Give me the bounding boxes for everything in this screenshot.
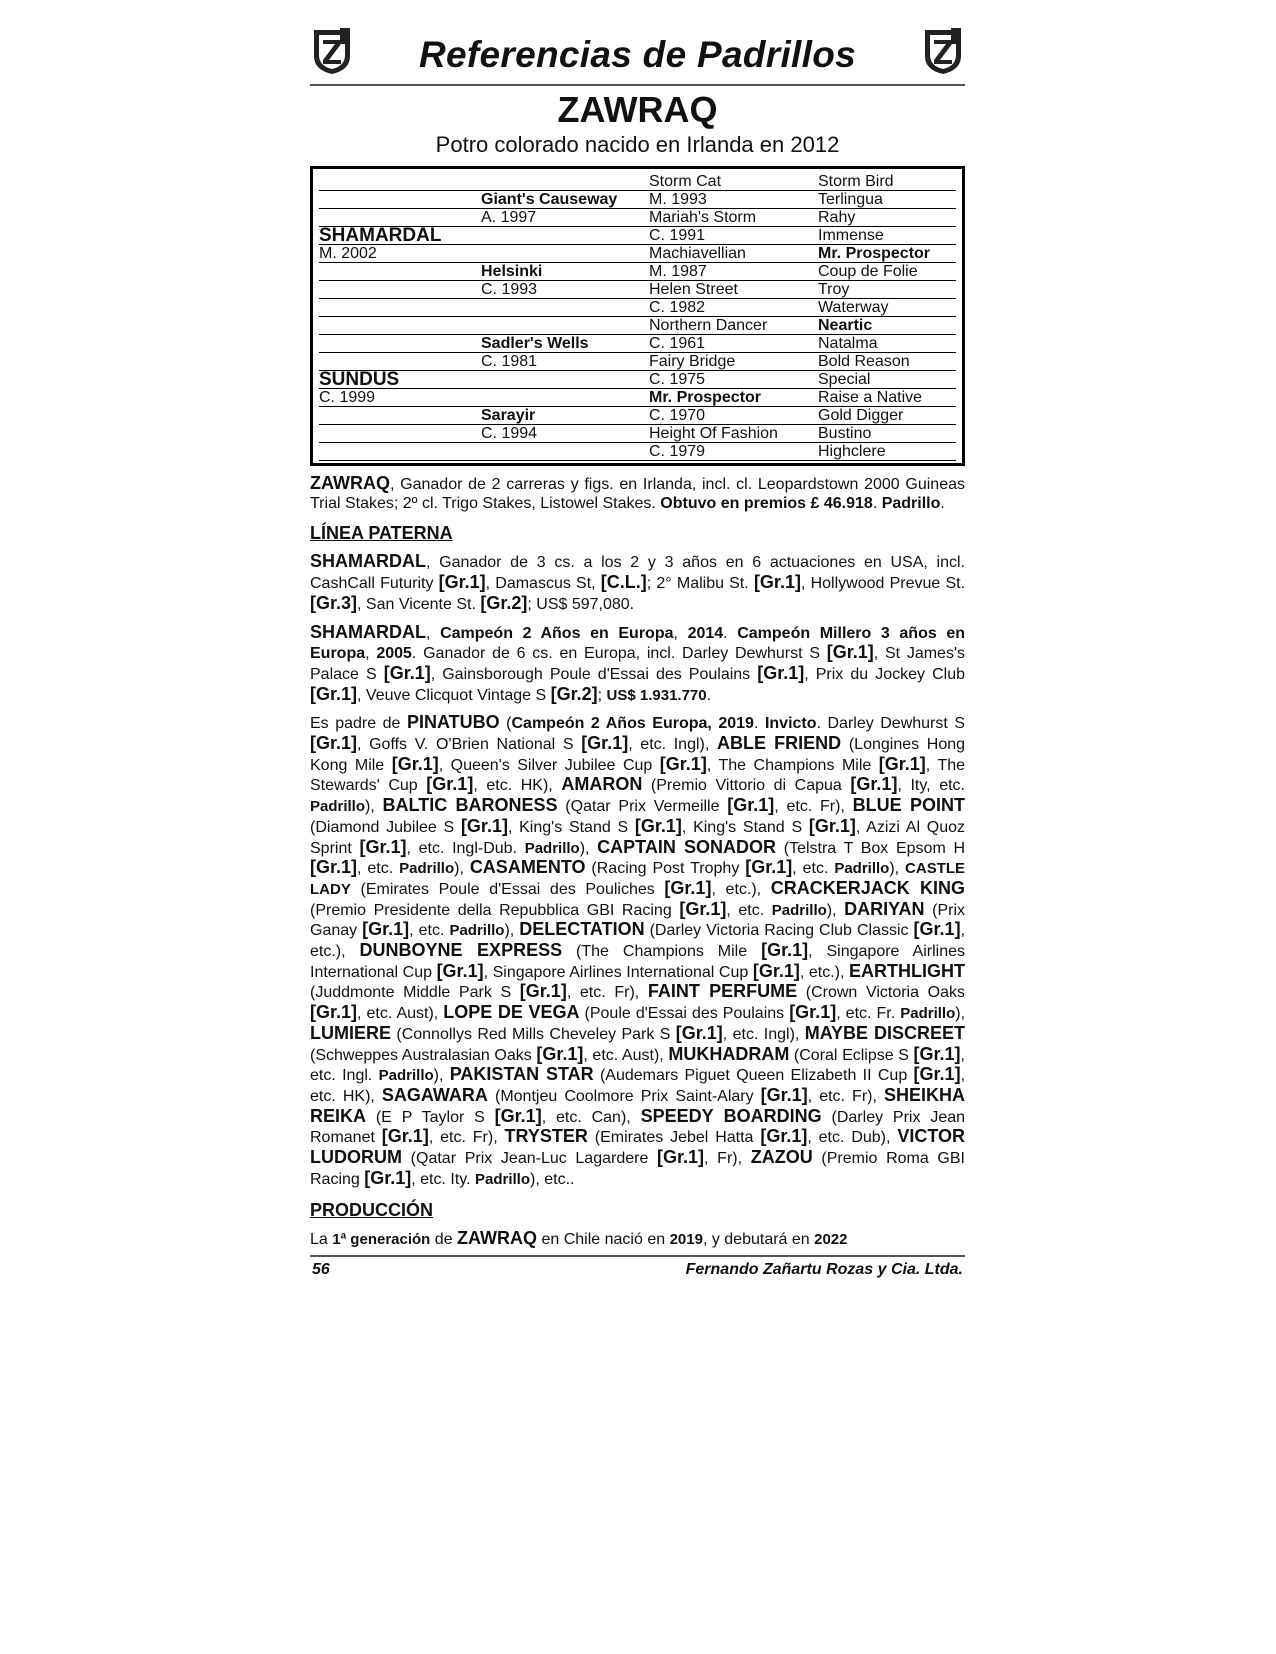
pedigree-cell: C. 1961 — [649, 335, 818, 353]
pedigree-row — [319, 227, 956, 245]
pedigree-cell: Helen Street — [649, 281, 818, 299]
pedigree-cell — [319, 407, 481, 425]
pedigree-cell: Waterway — [818, 299, 956, 317]
pedigree-box — [310, 166, 965, 466]
pedigree-cell: SHAMARDAL — [319, 227, 481, 245]
pedigree-row — [319, 407, 956, 425]
pedigree-row — [319, 335, 956, 353]
pedigree-cell: Storm Bird — [818, 173, 956, 191]
pedigree-cell — [319, 425, 481, 443]
pedigree-cell: Giant's Causeway — [481, 191, 649, 209]
pedigree-cell: Raise a Native — [818, 389, 956, 407]
pedigree-row — [319, 245, 956, 263]
pedigree-cell — [319, 299, 481, 317]
pedigree-row — [319, 389, 956, 407]
pedigree-cell — [481, 389, 649, 407]
pedigree-cell: Coup de Folie — [818, 263, 956, 281]
pedigree-row — [319, 191, 956, 209]
pedigree-cell: C. 1981 — [481, 353, 649, 371]
pedigree-cell: Rahy — [818, 209, 956, 227]
progeny-paragraph: Es padre de PINATUBO (Campeón 2 Años Europa, 2019. Invicto. Darley Dewhurst S [Gr.1], Goffs V. O'Brien National S [Gr.1], etc. Ingl), ABLE FRIEND (Longines Hong Kong Mile [Gr.1], Queen's Silver Jubilee Cup [Gr.1], The Champions Mile [Gr.1], The Stewards' Cup [Gr.1], etc. HK), AMARON (Premio Vittorio di Capua [Gr.1], Ity, etc. Padrillo), BALTIC BARONESS (Qatar Prix Vermeille [Gr.1], etc. Fr), BLUE POINT (Diamond Jubilee S [Gr.1], King's Stand S [Gr.1], King's Stand S [Gr.1], Azizi Al Quoz Sprint [Gr.1], etc. Ingl-Dub. Padrillo), CAPTAIN SONADOR (Telstra T Box Epsom H [Gr.1], etc. Padrillo), CASAMENTO (Racing Post Trophy [Gr.1], etc. Padrillo), CASTLE LADY (Emirates Poule d'Essai des Pouliches [Gr.1], etc.), CRACKERJACK KING (Premio Presidente della Repubblica GBI Racing [Gr.1], etc. Padrillo), DARIYAN (Prix Ganay [Gr.1], etc. Padrillo), DELECTATION (Darley Victoria Racing Club Classic [Gr.1], etc.), DUNBOYNE EXPRESS (The Champions Mile [Gr.1], Singapore Airlines International Cup [Gr.1], Singapore Airlines International Cup [Gr.1], etc.), EARTHLIGHT (Juddmonte Middle Park S [Gr.1], etc. Fr), FAINT PERFUME (Crown Victoria Oaks [Gr.1], etc. Aust), LOPE DE VEGA (Poule d'Essai des Poulains [Gr.1], etc. Fr. Padrillo), LUMIERE (Connollys Red Mills Cheveley Park S [Gr.1], etc. Ingl), MAYBE DISCREET (Schweppes Australasian Oaks [Gr.1], etc. Aust), MUKHADRAM (Coral Eclipse S [Gr.1], etc. Ingl. Padrillo), PAKISTAN STAR (Audemars Piguet Queen Elizabeth II Cup [Gr.1], etc. HK), SAGAWARA (Montjeu Coolmore Prix Saint-Alary [Gr.1], etc. Fr), SHEIKHA REIKA (E P Taylor S [Gr.1], etc. Can), SPEEDY BOARDING (Darley Prix Jean Romanet [Gr.1], etc. Fr), TRYSTER (Emirates Jebel Hatta [Gr.1], etc. Dub), VICTOR LUDORUM (Qatar Prix Jean-Luc Lagardere [Gr.1], Fr), ZAZOU (Premio Roma GBI Racing [Gr.1], etc. Ity. Padrillo), etc.. — [310, 712, 966, 1188]
pedigree-row — [319, 425, 956, 443]
pedigree-cell: Special — [818, 371, 956, 389]
pedigree-cell — [319, 335, 481, 353]
pedigree-cell: Bold Reason — [818, 353, 956, 371]
page-header — [310, 20, 965, 82]
pedigree-cell: A. 1997 — [481, 209, 649, 227]
page-number: 56 — [312, 1261, 330, 1279]
document-page — [310, 20, 965, 1283]
pedigree-cell: C. 1970 — [649, 407, 818, 425]
pedigree-row — [319, 299, 956, 317]
company-name: Fernando Zañartu Rozas y Cia. Ltda. — [685, 1261, 963, 1279]
pedigree-cell: C. 1979 — [649, 443, 818, 461]
race-record-paragraph: ZAWRAQ, Ganador de 2 carreras y figs. en Irlanda, incl. cl. Leopardstown 2000 Guineas Trial Stakes; 2º cl. Trigo Stakes, Listowel Stakes. Obtuvo en premios £ 46.918. Padrillo. — [310, 473, 965, 512]
pedigree-cell: Neartic — [818, 317, 956, 335]
pedigree-cell: Storm Cat — [649, 173, 818, 191]
pedigree-cell: Mariah's Storm — [649, 209, 818, 227]
pedigree-cell — [319, 353, 481, 371]
pedigree-cell — [481, 227, 649, 245]
pedigree-cell — [319, 209, 481, 227]
pedigree-cell: Fairy Bridge — [649, 353, 818, 371]
pedigree-cell: C. 1991 — [649, 227, 818, 245]
pedigree-cell: SUNDUS — [319, 371, 481, 389]
pedigree-cell: Gold Digger — [818, 407, 956, 425]
pedigree-cell: C. 1982 — [649, 299, 818, 317]
brand-logo-icon — [921, 26, 965, 76]
pedigree-cell: Natalma — [818, 335, 956, 353]
footer-divider — [310, 1255, 965, 1257]
page-title: Referencias de Padrillos — [419, 34, 856, 75]
pedigree-cell: Mr. Prospector — [818, 245, 956, 263]
pedigree-cell: Height Of Fashion — [649, 425, 818, 443]
pedigree-cell — [319, 173, 481, 191]
pedigree-cell: M. 1993 — [649, 191, 818, 209]
pedigree-row — [319, 443, 956, 461]
pedigree-cell — [481, 317, 649, 335]
pedigree-cell: C. 1994 — [481, 425, 649, 443]
pedigree-cell: Sadler's Wells — [481, 335, 649, 353]
page-footer — [310, 1261, 965, 1283]
section-heading-production: PRODUCCIÓN — [310, 1199, 434, 1220]
pedigree-cell: C. 1993 — [481, 281, 649, 299]
pedigree-cell — [319, 263, 481, 281]
pedigree-cell: M. 1987 — [649, 263, 818, 281]
pedigree-cell — [481, 173, 649, 191]
horse-subtitle: Potro colorado nacido en Irlanda en 2012 — [435, 132, 840, 157]
pedigree-cell: C. 1975 — [649, 371, 818, 389]
section-heading-paternal-line: LÍNEA PATERNA — [310, 523, 453, 544]
pedigree-cell — [481, 299, 649, 317]
sire-record-paragraph-1: SHAMARDAL, Ganador de 3 cs. a los 2 y 3 años en 6 actuaciones en USA, incl. CashCall Futurity [Gr.1], Damascus St, [C.L.]; 2° Malibu St. [Gr.1], Hollywood Prevue St. [Gr.3], San Vicente St. [Gr.2]; US$ 597,080. — [310, 551, 966, 613]
pedigree-cell — [319, 281, 481, 299]
pedigree-cell — [481, 371, 649, 389]
pedigree-cell — [481, 245, 649, 263]
pedigree-cell: Terlingua — [818, 191, 956, 209]
pedigree-cell: M. 2002 — [319, 245, 481, 263]
pedigree-cell — [481, 443, 649, 461]
production-paragraph: La 1ª generación de ZAWRAQ en Chile nació en 2019, y debutará en 2022 — [310, 1227, 848, 1248]
pedigree-cell: Mr. Prospector — [649, 389, 818, 407]
horse-name: ZAWRAQ — [557, 89, 718, 130]
pedigree-cell: Northern Dancer — [649, 317, 818, 335]
sire-record-paragraph-2: SHAMARDAL, Campeón 2 Años en Europa, 2014. Campeón Millero 3 años en Europa, 2005. Ganador de 6 cs. en Europa, incl. Darley Dewhurst S [Gr.1], St James's Palace S [Gr.1], Gainsborough Poule d'Essai des Poulains [Gr.1], Prix du Jockey Club [Gr.1], Veuve Clicquot Vintage S [Gr.2]; US$ 1.931.770. — [310, 621, 966, 704]
pedigree-table — [319, 173, 956, 461]
pedigree-row — [319, 371, 956, 389]
pedigree-cell — [319, 443, 481, 461]
pedigree-cell: Immense — [818, 227, 956, 245]
pedigree-row — [319, 209, 956, 227]
pedigree-cell: Machiavellian — [649, 245, 818, 263]
pedigree-cell: C. 1999 — [319, 389, 481, 407]
pedigree-cell — [319, 191, 481, 209]
pedigree-row — [319, 173, 956, 191]
pedigree-row — [319, 353, 956, 371]
pedigree-cell: Helsinki — [481, 263, 649, 281]
pedigree-row — [319, 281, 956, 299]
pedigree-cell: Bustino — [818, 425, 956, 443]
pedigree-row — [319, 317, 956, 335]
pedigree-cell: Sarayir — [481, 407, 649, 425]
pedigree-cell: Troy — [818, 281, 956, 299]
header-divider — [310, 84, 965, 86]
pedigree-cell — [319, 317, 481, 335]
pedigree-row — [319, 263, 956, 281]
pedigree-cell: Highclere — [818, 443, 956, 461]
